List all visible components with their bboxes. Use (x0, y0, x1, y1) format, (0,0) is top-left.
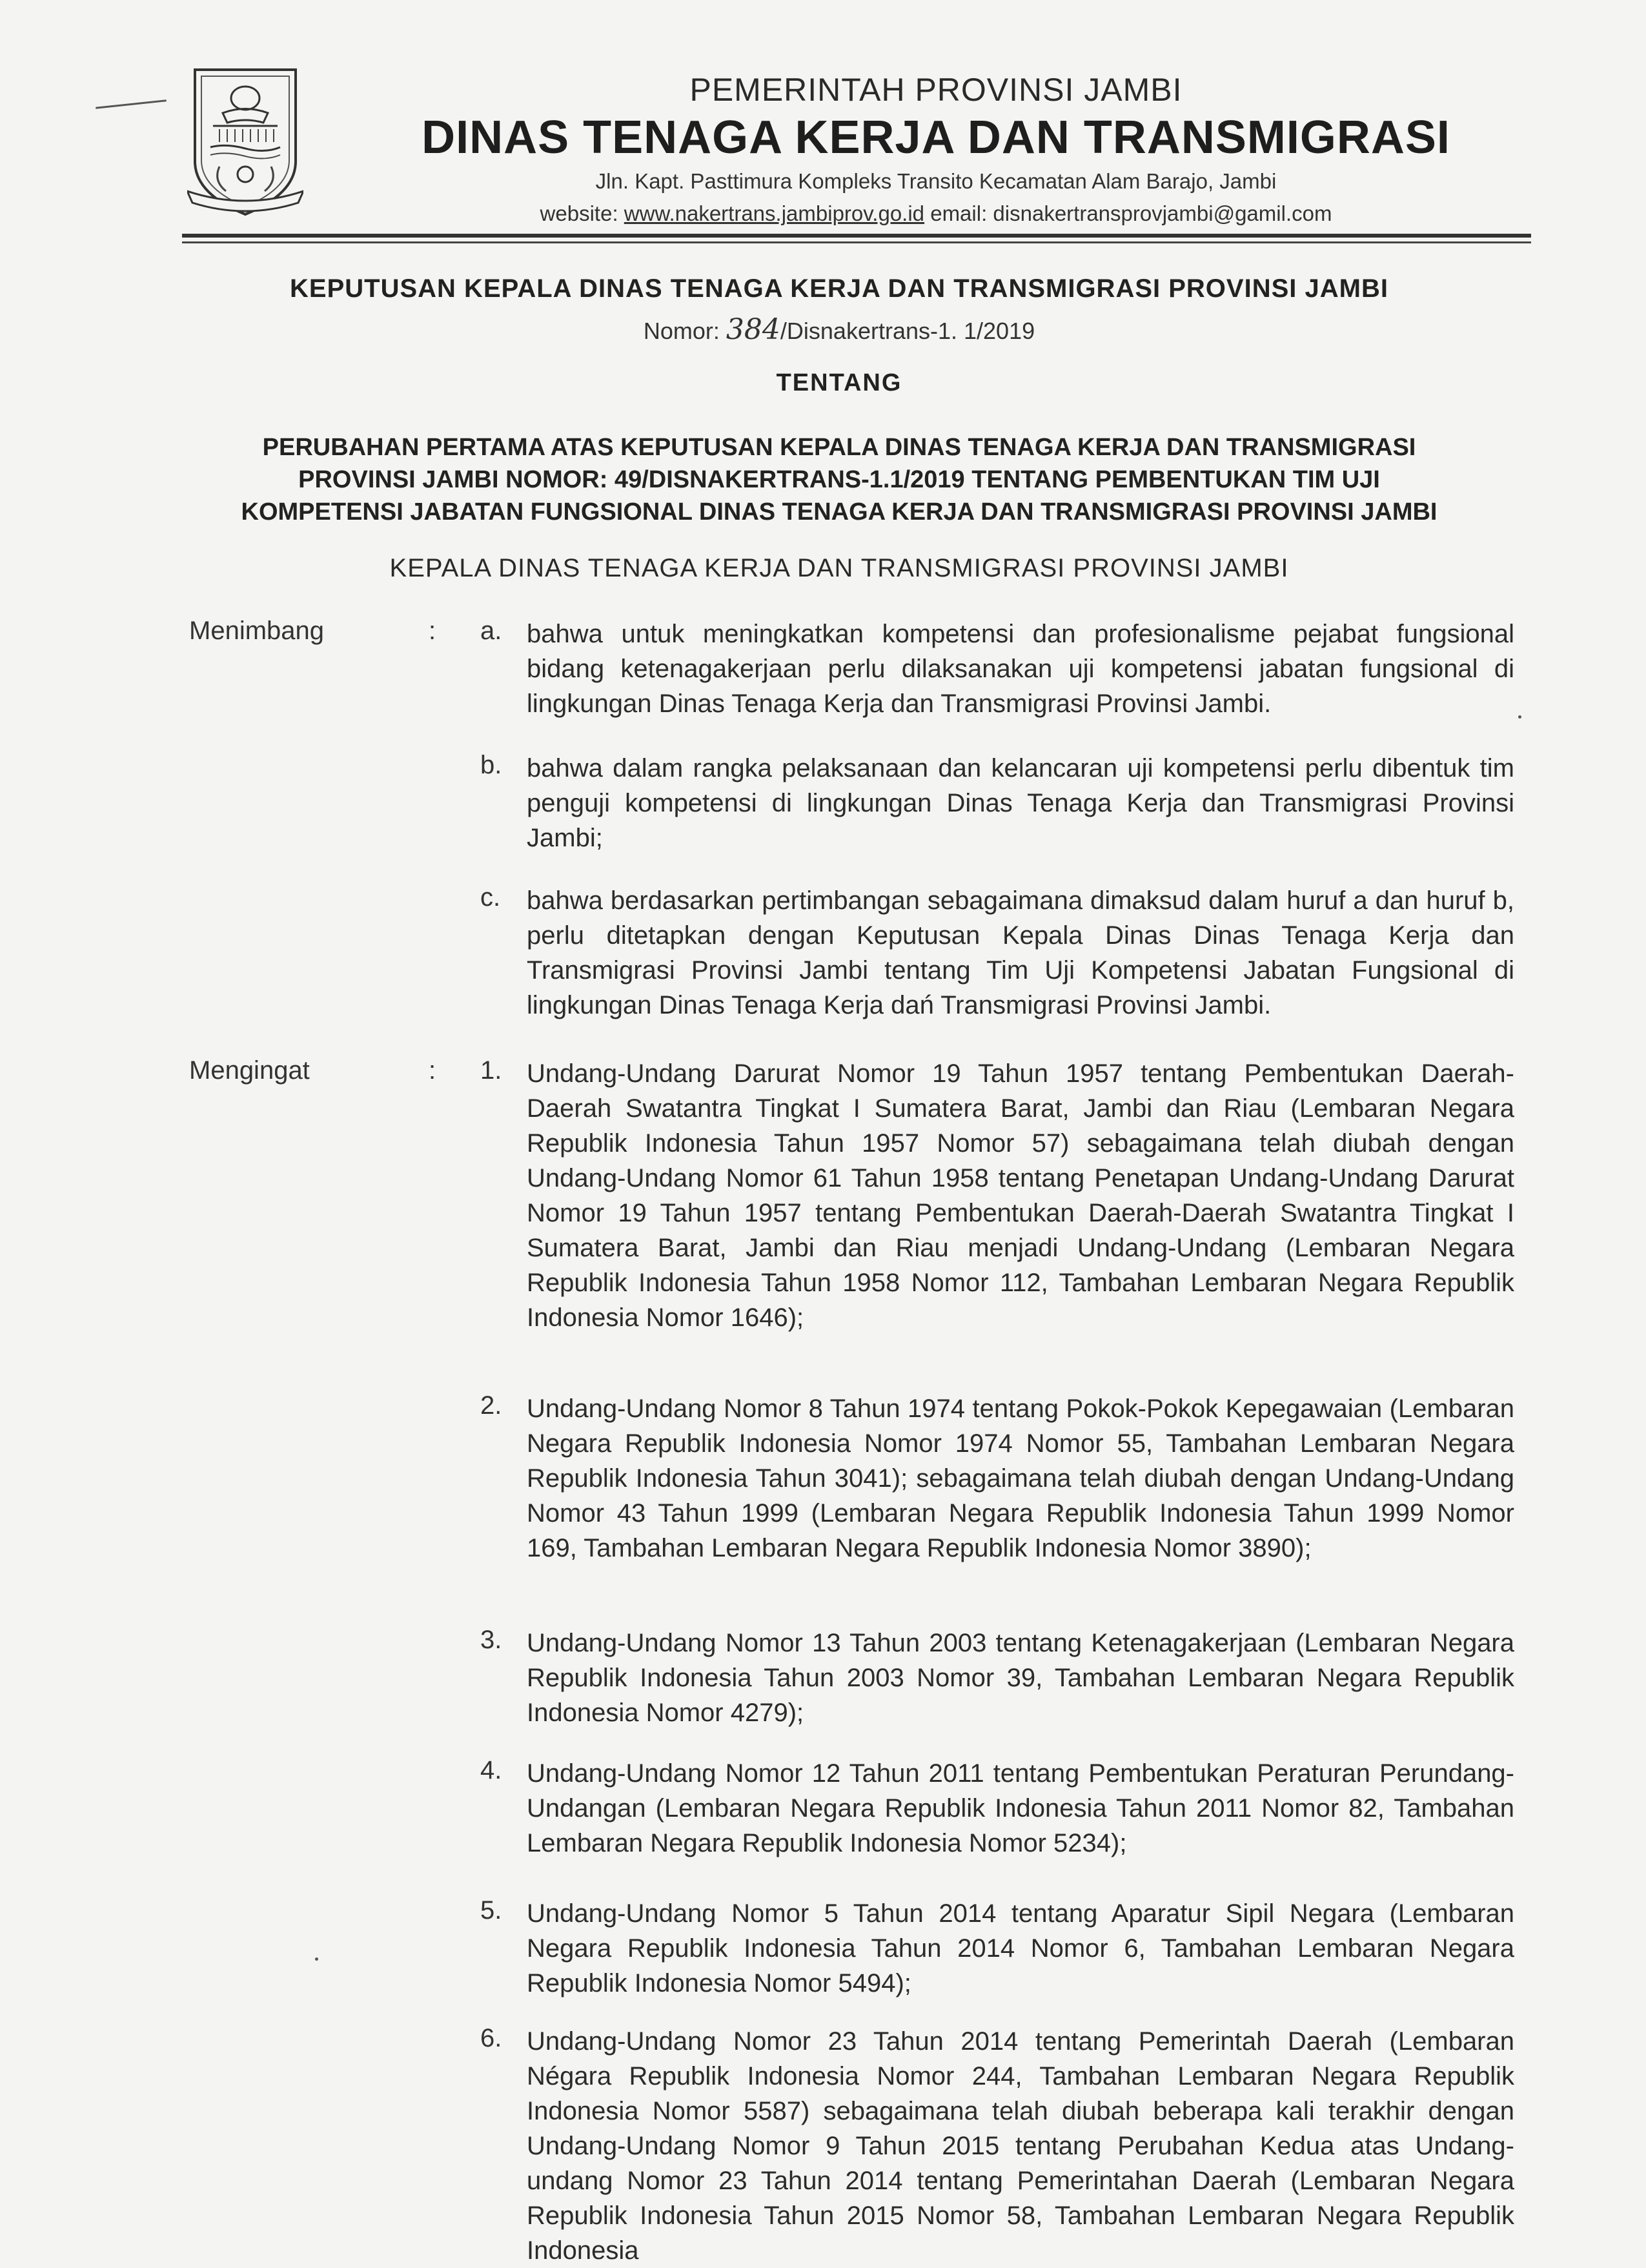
decree-number-rest: /Disnakertrans-1. 1/2019 (780, 318, 1035, 344)
legal-basis-text: Undang-Undang Nomor 12 Tahun 2011 tentang Pembentukan Peraturan Perundang-Undangan (Lembaran Negara Republik Indonesia Tahun 2011 Nomor 82, Tambahan Lembaran Negara Republik Indonesia Nomor 5234); (527, 1759, 1514, 1857)
legal-basis-text: Undang-Undang Nomor 5 Tahun 2014 tentang Aparatur Sipil Negara (Lembaran Negara Republik Indonesia Tahun 2014 Nomor 6, Tambahan Lembaran Negara Republik Indonesia Nomor 5494); (527, 1899, 1514, 1997)
legal-basis-text: Undang-Undang Nomor 8 Tahun 1974 tentang Pokok-Pokok Kepegawaian (Lembaran Negara Republik Indonesia Nomor 1974 Nomor 55, Tambahan Lembaran Negara Republik Indonesia Tahun 3041); sebagaimana telah diubah dengan Undang-Undang Nomor 43 Tahun 1999 (Lembaran Negara Republik Indonesia Tahun 1999 Nomor 169, Tambahan Lembaran Negara Republik Indonesia Nomor 3890); (527, 1395, 1514, 1562)
legal-basis-text: Undang-Undang Nomor 23 Tahun 2014 tentang Pemerintah Daerah (Lembaran Négara Republik Indonesia Nomor 244, Tambahan Lembaran Negara Republik Indonesia Nomor 5587) sebagaimana telah diubah beberapa kali terakhir dengan Undang-Undang Nomor 9 Tahun 2015 tentang Perubahan Kedua atas Undang-undang Nomor 23 Tahun 2014 tentang Pemerintahan Daerah (Lembaran Negara Republik Indonesia Tahun 2015 Nomor 58, Tambahan Lembaran Negara Republik Indonesia (527, 2027, 1514, 2265)
consideration-marker: c. (480, 883, 501, 912)
issuing-official: KEPALA DINAS TENAGA KERJA DAN TRANSMIGRASI PROVINSI JAMBI (389, 554, 1289, 582)
agency-address: Jln. Kapt. Pasttimura Kompleks Transito Kecamatan Alam Barajo, Jambi (595, 169, 1277, 193)
decree-subject (129, 431, 1549, 528)
scan-speck (315, 1957, 318, 1961)
subject-line: PROVINSI JAMBI NOMOR: 49/DISNAKERTRANS-1.1/2019 TENTANG PEMBENTUKAN TIM UJI (298, 466, 1380, 493)
decree-number (129, 313, 1549, 346)
subject-line: KOMPETENSI JABATAN FUNGSIONAL DINAS TENAGA KERJA DAN TRANSMIGRASI PROVINSI JAMBI (241, 498, 1438, 526)
mengingat-colon: : (429, 1056, 436, 1085)
agency-contact (361, 201, 1510, 226)
consideration-marker: a. (480, 617, 502, 645)
mengingat-label: Mengingat (189, 1056, 310, 1085)
about-heading: TENTANG (776, 369, 902, 396)
legal-basis-text: Undang-Undang Darurat Nomor 19 Tahun 1957 tentang Pembentukan Daerah-Daerah Swatantra Tingkat I Sumatera Barat, Jambi dan Riau (Lembaran Negara Republik Indonesia Tahun 1957 Nomor 57) sebagaimana telah diubah dengan Undang-Undang Nomor 61 Tahun 1958 tentang Penetapan Undang-Undang Darurat Nomor 19 Tahun 1957 tentang Pembentukan Daerah-Daerah Swatantra Tingkat I Sumatera Barat, Jambi dan Riau menjadi Undang-Undang (Lembaran Negara Republik Indonesia Tahun 1958 Nomor 112, Tambahan Lembaran Negara Republik Indonesia Nomor 1646); (527, 1059, 1514, 1332)
legal-basis-text: Undang-Undang Nomor 13 Tahun 2003 tentang Ketenagakerjaan (Lembaran Negara Republik Indonesia Tahun 2003 Nomor 39, Tambahan Lembaran Negara Republik Indonesia Nomor 4279); (527, 1629, 1514, 1727)
consideration-text: bahwa berdasarkan pertimbangan sebagaimana dimaksud dalam huruf a dan huruf b, perlu ditetapkan dengan Keputusan Kepala Dinas Dinas Tenaga Kerja dan Transmigrasi Provinsi Jambi tentang Tim Uji Kompetensi Jabatan Fungsional di lingkungan Dinas Tenaga Kerja dań Transmigrasi Provinsi Jambi. (527, 886, 1514, 1019)
consideration-marker: b. (480, 751, 502, 779)
menimbang-colon: : (429, 617, 436, 645)
letterhead-rule-thin (182, 241, 1531, 243)
menimbang-label: Menimbang (189, 617, 325, 645)
decree-number-label: Nomor: (643, 318, 720, 344)
letterhead-rule-thick (182, 234, 1531, 238)
subject-line: PERUBAHAN PERTAMA ATAS KEPUTUSAN KEPALA DINAS TENAGA KERJA DAN TRANSMIGRASI (262, 434, 1416, 461)
decree-title: KEPUTUSAN KEPALA DINAS TENAGA KERJA DAN TRANSMIGRASI PROVINSI JAMBI (290, 274, 1388, 303)
consideration-text: bahwa untuk meningkatkan kompetensi dan profesionalisme pejabat fungsional bidang ketenagakerjaan perlu dilaksanakan uji kompetensi jabatan fungsional di lingkungan Dinas Tenaga Kerja dan Transmigrasi Provinsi Jambi. (527, 620, 1514, 718)
website-link[interactable]: www.nakertrans.jambiprov.go.id (624, 201, 925, 225)
email-label: email: (930, 201, 988, 225)
government-name: PEMERINTAH PROVINSI JAMBI (689, 72, 1183, 108)
jambi-province-emblem-icon (187, 65, 303, 220)
legal-basis-marker: 6. (480, 2024, 502, 2052)
email-address: disnakertransprovjambi@gamil.com (993, 201, 1332, 225)
scan-speck (1518, 715, 1521, 719)
website-label: website: (540, 201, 618, 225)
consideration-text: bahwa dalam rangka pelaksanaan dan kelancaran uji kompetensi perlu dibentuk tim penguji kompetensi di lingkungan Dinas Tenaga Kerja dan Transmigrasi Provinsi Jambi; (527, 754, 1514, 852)
decree-number-handwritten: 384 (726, 313, 780, 346)
legal-basis-marker: 2. (480, 1391, 502, 1420)
pen-mark (96, 99, 167, 108)
legal-basis-marker: 1. (480, 1056, 502, 1085)
legal-basis-marker: 5. (480, 1896, 502, 1925)
legal-basis-marker: 4. (480, 1756, 502, 1784)
legal-basis-marker: 3. (480, 1626, 502, 1654)
agency-name: DINAS TENAGA KERJA DAN TRANSMIGRASI (422, 112, 1450, 163)
